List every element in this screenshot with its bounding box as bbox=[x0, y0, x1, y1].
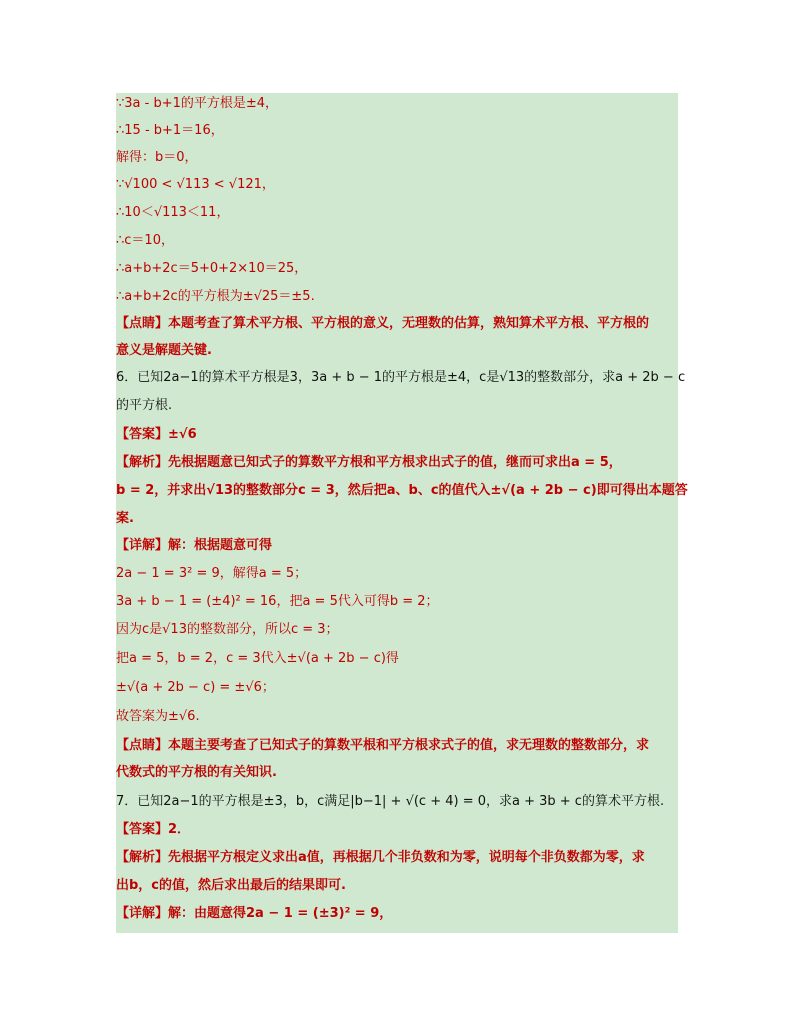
document-page bbox=[116, 93, 688, 933]
analysis-line-3: 案. bbox=[116, 511, 134, 526]
text-line-9: 【点睛】本题考查了算术平方根、平方根的意义，无理数的估算，熟知算术平方根、平方根的 bbox=[116, 316, 650, 331]
text-line-8: ∴a+b+2c的平方根为±√25＝±5. bbox=[116, 289, 315, 304]
analysis-line-1: 【解析】先根据题意已知式子的算数平方根和平方根求出式子的值，继而可求出a = 5， bbox=[116, 455, 622, 470]
text-line-3: 解得：b＝0， bbox=[116, 150, 198, 165]
detail-line-3: 3a + b − 1 = (±4)² = 16，把a = 5代入可得b = 2； bbox=[116, 594, 439, 609]
detail-line-5: 把a = 5，b = 2，c = 3代入±√(a + 2b − c)得 bbox=[116, 651, 399, 666]
detail-line-6: ±√(a + 2b − c) = ±√6； bbox=[116, 680, 275, 695]
question-6-line-2: 的平方根. bbox=[116, 398, 173, 413]
question-7-line-1: 7．已知2a−1的平方根是±3，b，c满足|b−1| + √(c + 4) = 0，求a + 3b + c的算术平方根. bbox=[116, 794, 665, 809]
text-line-5: ∴10＜√113＜11， bbox=[116, 205, 230, 220]
text-line-6: ∴c＝10， bbox=[116, 233, 174, 248]
detail-line-7: 故答案为±√6. bbox=[116, 709, 200, 724]
text-line-2: ∴15 - b+1＝16， bbox=[116, 123, 224, 138]
detail-7-line-1: 【详解】解：由题意得2a − 1 = (±3)² = 9， bbox=[116, 906, 393, 921]
note-line-1: 【点睛】本题主要考查了已知式子的算数平根和平方根求式子的值，求无理数的整数部分，求 bbox=[116, 738, 650, 753]
analysis-line-2: b = 2，并求出√13的整数部分c = 3，然后把a、b、c的值代入±√(a + 2b − c)即可得出本题答 bbox=[116, 483, 688, 498]
analysis-7-line-2: 出b，c的值，然后求出最后的结果即可. bbox=[116, 878, 346, 893]
answer-label-7: 【答案】2． bbox=[116, 822, 191, 837]
detail-line-2: 2a − 1 = 3² = 9，解得a = 5； bbox=[116, 566, 308, 581]
detail-line-1: 【详解】解：根据题意可得 bbox=[116, 538, 273, 553]
answer-label: 【答案】±√6 bbox=[116, 427, 197, 442]
text-line-4: ∵√100 < √113 < √121， bbox=[116, 177, 275, 192]
text-line-7: ∴a+b+2c＝5+0+2×10＝25， bbox=[116, 261, 308, 276]
text-line-10: 意义是解题关键. bbox=[116, 343, 212, 358]
text-line-1: ∵3a - b+1的平方根是±4， bbox=[116, 96, 279, 111]
note-line-2: 代数式的平方根的有关知识. bbox=[116, 765, 277, 780]
analysis-7-line-1: 【解析】先根据平方根定义求出a值，再根据几个非负数和为零，说明每个非负数都为零，求 bbox=[116, 850, 645, 865]
question-6-line-1: 6．已知2a−1的算术平方根是3，3a + b − 1的平方根是±4，c是√13的整数部分，求a + 2b − c bbox=[116, 370, 686, 385]
detail-line-4: 因为c是√13的整数部分，所以c = 3； bbox=[116, 622, 339, 637]
